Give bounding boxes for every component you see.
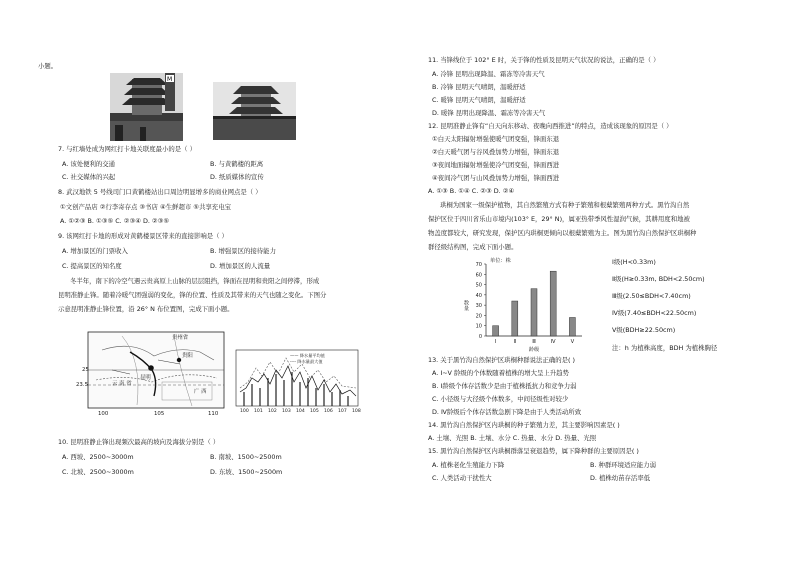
x-tick-label: Ⅱ — [513, 339, 517, 345]
q8-stem: 8. 武汉地铁 5 号线司门口黄鹤楼站出口周边明显增多的商业网点是（ ） — [58, 188, 262, 196]
y-axis-unit: 单位：株 — [490, 258, 511, 264]
q15-stem: 15. 黑竹沟自然保护区内珙桐群落呈衰退趋势，属下降种群的主要原因是( ) — [428, 447, 639, 455]
q11-option-d: D. 暖锋 昆明出现降温、霜冻等冷害天气 — [432, 109, 546, 117]
q14-choices: A. 土壤、光照 B. 土壤、水分 C. 热量、水分 D. 热量、光照 — [428, 434, 597, 442]
climate-x-tick: 105 — [310, 409, 319, 414]
y-tick-label: 50 — [475, 282, 482, 289]
y-tick-label: 0 — [478, 334, 482, 340]
red-wall-photo-2 — [213, 82, 296, 140]
map-label-lon-105: 105 — [154, 411, 165, 417]
map-label-lon-100: 100 — [98, 411, 109, 417]
q12-choices: A. ①③ B. ①④ C. ②③ D. ②④ — [428, 187, 515, 195]
bar — [569, 317, 575, 336]
q9-stem: 9. 该网红打卡地的形成对黄鹤楼景区带来的直接影响是（ ） — [58, 232, 228, 240]
map-label-lat-25: 25 — [82, 367, 89, 373]
q9-option-b: B. 增强景区的接待能力 — [210, 247, 276, 255]
q15-option-b: B. 种群环境适应能力弱 — [590, 461, 656, 469]
q8-choices: A. ①②③ B. ①③⑤ C. ②③④ D. ②③⑤ — [60, 217, 170, 225]
climate-x-tick: 100 — [240, 409, 249, 414]
q13-option-b: B. Ⅰ龄级个体存活数少是由于植株抵抗力和竞争力弱 — [432, 382, 577, 390]
y-tick-label: 20 — [475, 313, 482, 320]
q10-option-b: B. 南坡、1500~2500m — [210, 453, 282, 461]
passage2-line-2: 保护区位于四川省乐山市境内(103° E，29° N)，属亚热带季风性湿润气候，其耕用度和地被 — [428, 215, 690, 223]
bar — [512, 301, 518, 336]
q8-options: ①文创产品店 ②行李寄存点 ③书店 ④生鲜超市 ⑤共享充电宝 — [60, 203, 231, 211]
bar — [493, 326, 499, 336]
passage-line-2: 昆明准静止锋。随着冷暖气团强弱的变化，锋的位置、性质及其带来的天气也随之变化。下图分 — [58, 291, 327, 299]
y-tick-label: 30 — [475, 303, 482, 310]
q9-option-a: A. 增加景区的门票收入 — [62, 247, 128, 255]
legend-class-4: Ⅳ级(7.40≤BDH<22.50cm) — [612, 309, 697, 317]
q7-option-d: D. 纸质媒体的宣传 — [210, 173, 264, 181]
q10-option-d: D. 东坡、1500~2500m — [210, 468, 283, 476]
climate-x-tick: 104 — [296, 409, 305, 414]
climate-x-tick: 101 — [254, 409, 263, 414]
q15-option-a: A. 植株老化生殖能力下降 — [432, 461, 505, 469]
bar — [531, 289, 537, 336]
climate-x-tick: 106 — [324, 409, 333, 414]
q7-option-b: B. 与黄鹤楼的距离 — [210, 160, 264, 168]
passage-line-3: 示意昆明准静止锋位置，沿 26° N 布位置图，完成下面小题。 — [58, 305, 234, 313]
climate-legend-1: —— 降水量平均值 — [290, 353, 325, 358]
x-tick-label: Ⅴ — [570, 339, 575, 345]
q15-option-c: C. 人类活动干扰性大 — [432, 474, 492, 482]
legend-class-3: Ⅲ级(2.50≤BDH<7.40cm) — [612, 292, 691, 300]
front-location-map — [76, 330, 228, 418]
q12-item-2: ②白天暖气团与谷风叠加势力增强，锋面东退 — [432, 148, 560, 156]
q12-stem: 12. 昆明准静止锋有“自天向东移动、夜晚向西推进”的特点，造成该现象的原因是（ ） — [428, 122, 673, 130]
bar — [550, 271, 556, 336]
q10-option-a: A. 西坡、2500~3000m — [62, 453, 134, 461]
passage2-line-4: 群径级结构图，完成下面小题。 — [428, 243, 518, 251]
y-tick-label: 40 — [475, 292, 482, 299]
map-label-lon-110: 110 — [208, 411, 219, 417]
map-label-guizhou: 贵州省 — [172, 335, 189, 341]
red-wall-photo-1 — [110, 73, 183, 141]
age-class-bar-chart — [460, 252, 590, 352]
legend-class-2: Ⅱ级(H≥0.33m, BDH<2.50cm) — [612, 275, 705, 283]
q9-option-d: D. 增加景区的人流量 — [210, 262, 271, 270]
passage2-line-3: 物盖度都较大，研究发现，保护区内珙桐更倾向以根蘖繁殖为主。图为黑竹沟自然保护区珙桐种 — [428, 229, 697, 237]
climate-x-tick: 102 — [268, 409, 277, 414]
x-tick-label: Ⅰ — [494, 339, 497, 345]
q12-item-3: ③夜间地面辐射增强使冷气团变强，锋面西进 — [432, 161, 560, 169]
map-label-guiyang: 贵阳 — [182, 353, 193, 359]
y-axis-title: 数量 — [463, 300, 469, 311]
q7-stem: 7. 与红墙处成为网红打卡地关联度最小的是（ ） — [58, 145, 196, 153]
climate-x-tick: 108 — [352, 409, 361, 414]
q11-stem: 11. 当锋线位于 102° E 时，关于锋的性质及昆明天气状况的说法，正确的是（ ） — [428, 56, 660, 64]
climate-x-tick: 107 — [338, 409, 347, 414]
legend-note: 注：h 为植株高度，BDH 为植株胸径 — [612, 344, 718, 352]
q13-stem: 13. 关于黑竹沟自然保护区珙桐种群说法正确的是( ) — [428, 356, 576, 364]
passage-line-1: 冬半年，南下的冷空气遇云贵高原上山脉的层层阻挡，锋面在昆明和贵阳之间停滞，形成 — [70, 277, 320, 285]
x-tick-label: Ⅳ — [550, 339, 556, 345]
q7-option-a: A. 该处便利的交通 — [62, 160, 116, 168]
q12-item-1: ①白天太阳辐射增强使暖气团变强，锋面东退 — [432, 135, 560, 143]
x-axis-title: 龄级 — [528, 347, 540, 352]
q10-option-c: C. 北坡、2500~3000m — [62, 468, 134, 476]
y-tick-label: 70 — [475, 262, 482, 268]
q13-option-a: A. Ⅰ~Ⅴ 龄级的个体数随着植株的增大呈上升趋势 — [432, 369, 569, 377]
passage2-line-1: 珙桐为国家一级保护植物，其自然繁殖方式有种子繁殖和根蘖繁殖两种方式。黑竹沟自然 — [440, 201, 690, 209]
x-tick-label: Ⅲ — [532, 339, 536, 345]
map-label-yunnan: 云 南 省 — [112, 381, 132, 387]
q13-option-d: D. Ⅳ龄级后个体存活数急剧下降是由于人类活动所致 — [432, 408, 582, 416]
q15-option-d: D. 植株幼苗存活率低 — [590, 474, 651, 482]
svg-text:M: M — [167, 76, 173, 83]
q12-item-4: ④夜间冷气团与山风叠加势力增强，锋面西进 — [432, 174, 560, 182]
climate-legend-2: ---- 降水量最大值 — [290, 359, 323, 364]
q11-option-c: C. 暖锋 昆明天气晴朗，温暖舒适 — [432, 96, 526, 104]
legend-class-5: Ⅴ级(BDH≥22.50cm) — [612, 326, 676, 334]
y-tick-label: 60 — [475, 272, 482, 279]
legend-class-1: Ⅰ级(H<0.33m) — [612, 258, 656, 266]
q11-option-a: A. 冷锋 昆明出现降温、霜冻等冷害天气 — [432, 70, 545, 78]
map-label-guangxi: 广 西 — [194, 389, 207, 395]
climate-x-ticks — [232, 408, 362, 416]
map-label-kunming: 昆明 — [140, 375, 151, 381]
y-tick-label: 10 — [475, 323, 482, 330]
intro-text: 小题。 — [38, 62, 58, 70]
q10-stem: 10. 昆明准静止锋出现频次最高的坡向及海拔分别是（ ） — [58, 438, 220, 446]
q9-option-c: C. 提高景区的知名度 — [62, 262, 122, 270]
q13-option-c: C. 小径级与大径级个体数多，中间径级性对较少 — [432, 395, 569, 403]
precipitation-terrain-figure — [232, 348, 362, 418]
q11-option-b: B. 冷锋 昆明天气晴朗，温暖舒适 — [432, 83, 526, 91]
q14-stem: 14. 黑竹沟自然保护区内珙桐的种子繁殖力差，其主要影响因素是( ) — [428, 421, 620, 429]
climate-x-tick: 103 — [282, 409, 291, 414]
map-label-lat-23-5: 23.5 — [76, 382, 89, 388]
q7-option-c: C. 社交媒体的兴起 — [62, 173, 116, 181]
